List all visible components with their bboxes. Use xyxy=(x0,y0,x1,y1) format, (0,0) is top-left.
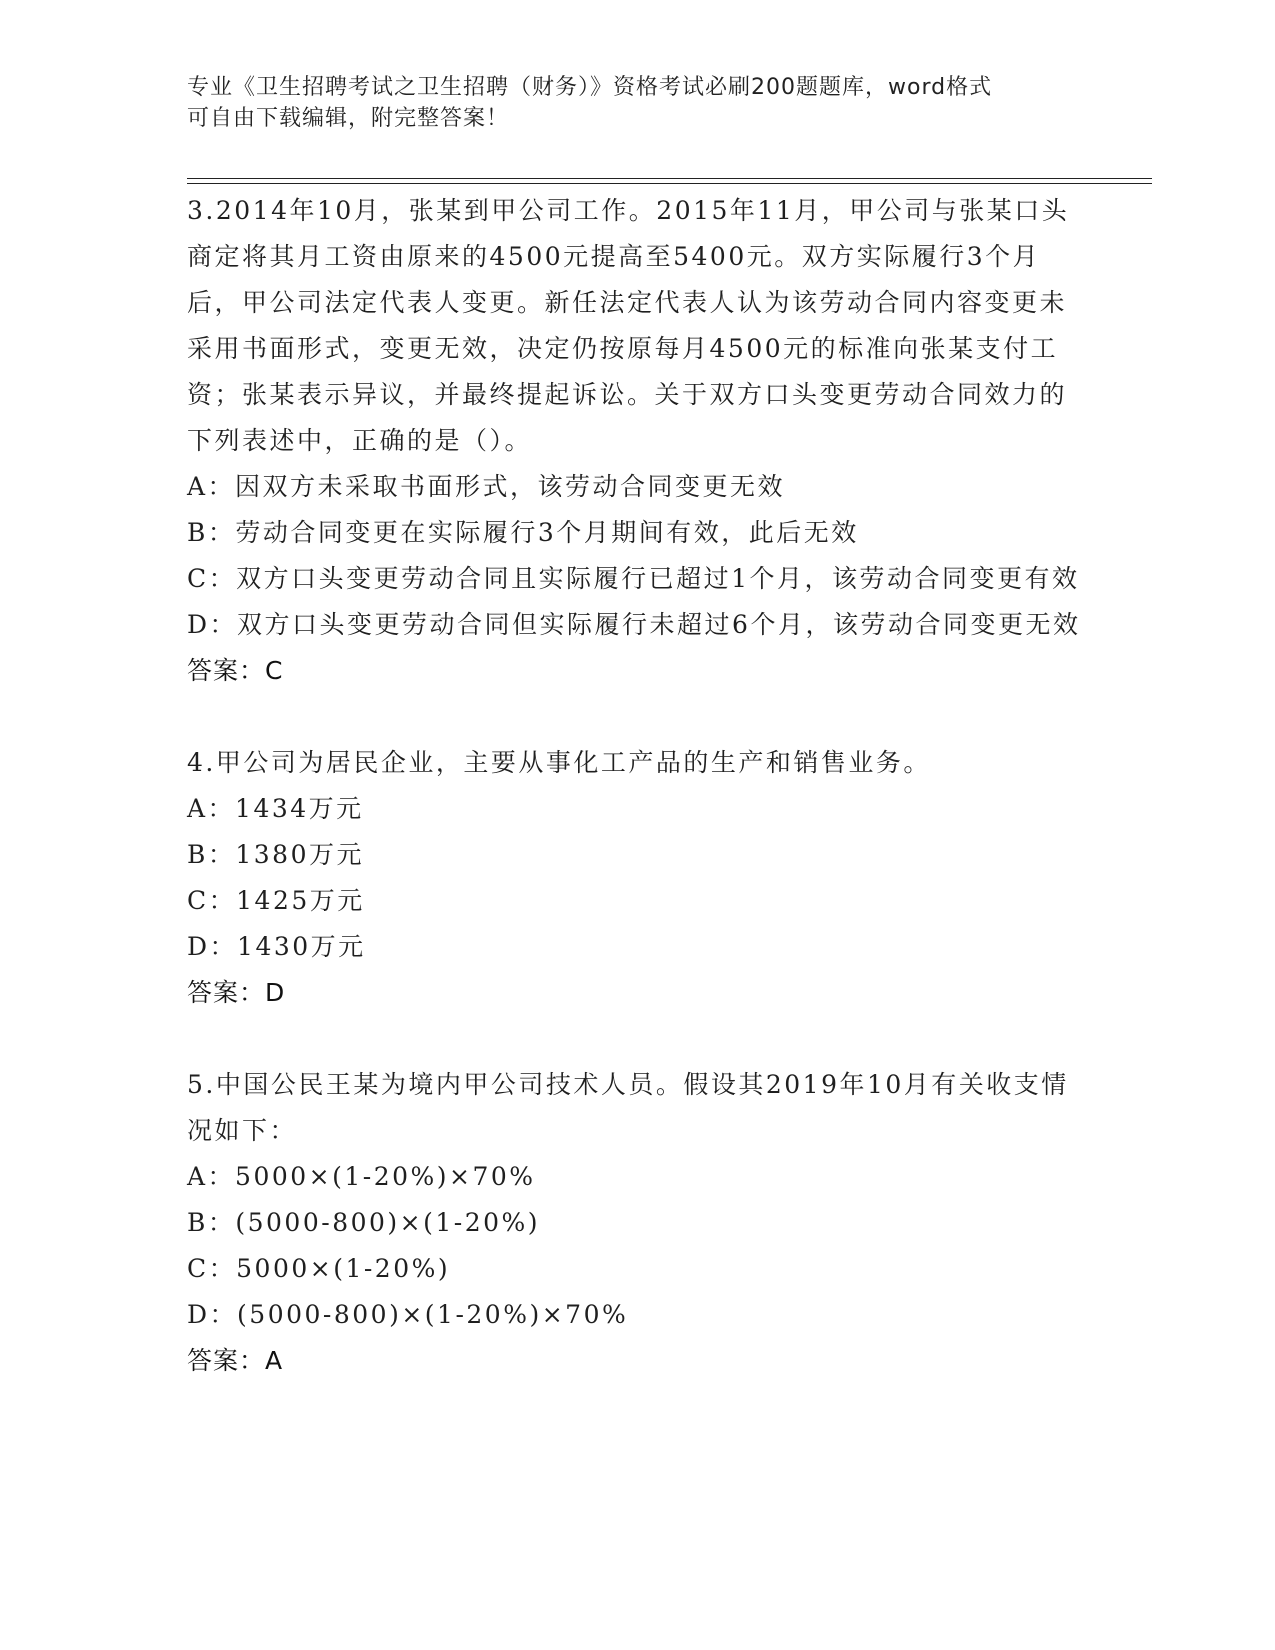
question-4 xyxy=(187,740,1087,1016)
header-title-line-1: 专业《卫生招聘考试之卫生招聘（财务）》资格考试必刷200题题库，word格式 xyxy=(187,75,993,100)
option-a: A：因双方未采取书面形式，该劳动合同变更无效 xyxy=(187,472,786,501)
question-stem: 5.中国公民王某为境内甲公司技术人员。假设其2019年10月有关收支情况如下： xyxy=(187,1070,1069,1145)
question-stem: 3.2014年10月，张某到甲公司工作。2015年11月，甲公司与张某口头商定将其月工资由原来的4500元提高至5400元。双方实际履行3个月后，甲公司法定代表人变更。新任法定代表人认为该劳动合同内容变更未采用书面形式，变更无效，决定仍按原每月4500元的标准向张某支付工资；张某表示异议，并最终提起诉讼。关于双方口头变更劳动合同效力的下列表述中，正确的是（）。 xyxy=(187,196,1070,455)
option-a: A：1434万元 xyxy=(187,794,364,823)
answer-label: 答案：C xyxy=(187,656,284,685)
option-b: B：劳动合同变更在实际履行3个月期间有效，此后无效 xyxy=(187,518,859,547)
answer-label: 答案：D xyxy=(187,978,286,1007)
option-c: C：1425万元 xyxy=(187,886,365,915)
question-spacer xyxy=(187,694,1087,740)
document-header xyxy=(187,72,1067,134)
option-c: C：双方口头变更劳动合同且实际履行已超过1个月，该劳动合同变更有效 xyxy=(187,564,1080,593)
question-spacer xyxy=(187,1016,1087,1062)
header-divider-bottom xyxy=(187,183,1152,184)
option-d: D：双方口头变更劳动合同但实际履行未超过6个月，该劳动合同变更无效 xyxy=(187,610,1081,639)
option-b: B：1380万元 xyxy=(187,840,364,869)
header-divider-top xyxy=(187,178,1152,179)
question-list xyxy=(187,188,1087,1384)
option-d: D：1430万元 xyxy=(187,932,366,961)
question-3 xyxy=(187,188,1087,694)
option-c: C：5000×(1-20%) xyxy=(187,1254,451,1283)
answer-label: 答案：A xyxy=(187,1346,284,1375)
question-5 xyxy=(187,1062,1087,1384)
option-d: D：(5000-800)×(1-20%)×70% xyxy=(187,1300,629,1329)
header-title-line-2: 可自由下载编辑，附完整答案！ xyxy=(187,106,510,131)
option-b: B：(5000-800)×(1-20%) xyxy=(187,1208,541,1237)
question-stem: 4.甲公司为居民企业，主要从事化工产品的生产和销售业务。 xyxy=(187,748,931,777)
option-a: A：5000×(1-20%)×70% xyxy=(187,1162,536,1191)
